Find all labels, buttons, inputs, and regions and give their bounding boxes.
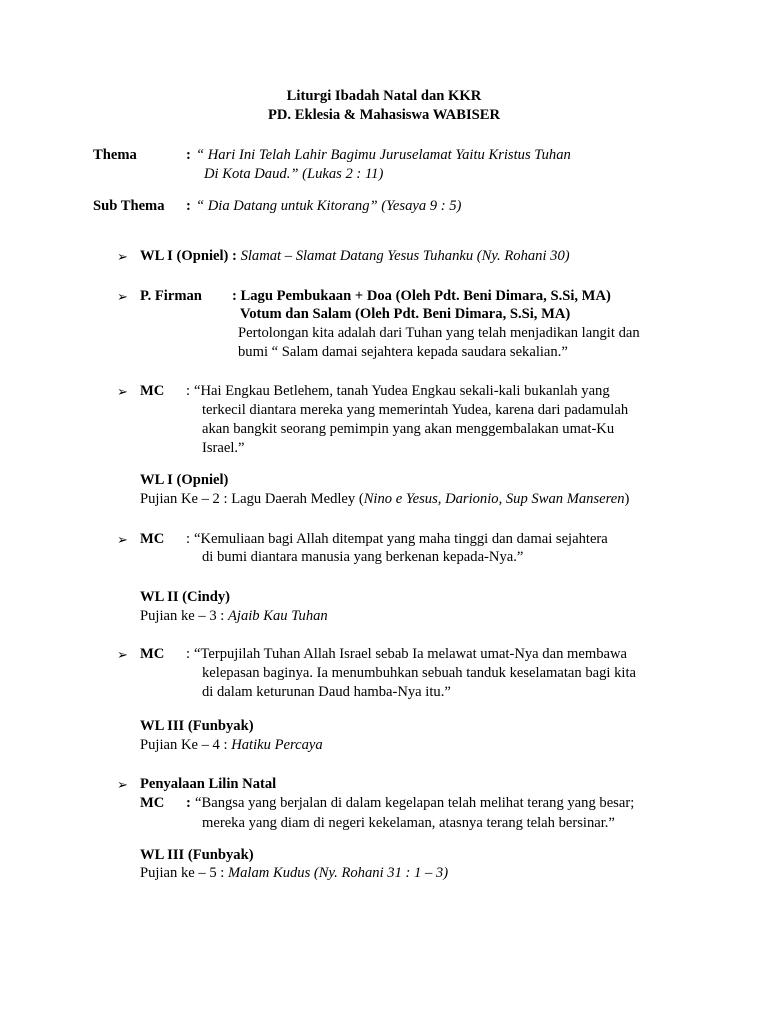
wl1-second-pujian-suffix: ) bbox=[624, 491, 630, 507]
theme-line-2: Di Kota Daud.” (Lukas 2 : 11) bbox=[204, 166, 384, 182]
wl1-second-pujian bbox=[140, 490, 629, 509]
wl2-label: WL II (Cindy) bbox=[140, 589, 231, 605]
wl1-second-label: WL I (Opniel) bbox=[140, 472, 229, 488]
lilin-line-1: “Bangsa yang berjalan di dalam kegelapan telah melihat terang yang besar; bbox=[195, 795, 635, 811]
theme-label: Thema bbox=[93, 147, 137, 163]
subtheme-colon: : bbox=[186, 198, 191, 214]
mc2-colon: : bbox=[186, 531, 191, 547]
mc1-line-3: akan bangkit seorang pemimpin yang akan menggembalakan umat-Ku bbox=[202, 421, 615, 437]
wl3-first-label: WL III (Funbyak) bbox=[140, 718, 254, 734]
firman-line-4: bumi “ Salam damai sejahtera kepada saudara sekalian.” bbox=[238, 344, 568, 360]
bullet-arrow-icon: ➢ bbox=[117, 778, 128, 793]
mc3-line-1: “Terpujilah Tuhan Allah Israel sebab Ia melawat umat-Nya dan membawa bbox=[194, 646, 628, 662]
wl1-first-item bbox=[140, 247, 570, 266]
document-title: Liturgi Ibadah Natal dan KKR bbox=[286, 88, 482, 104]
firman-line-1: : Lagu Pembukaan + Doa (Oleh Pdt. Beni Dimara, S.Si, MA) bbox=[232, 288, 611, 304]
wl3-second-pujian-song: Malam Kudus (Ny. Rohani 31 : 1 – 3) bbox=[227, 865, 449, 881]
mc1-colon: : bbox=[186, 383, 191, 399]
mc2-line-2: di bumi diantara manusia yang berkenan kepada-Nya.” bbox=[202, 549, 524, 565]
wl3-first-pujian-prefix: Pujian Ke – 4 : bbox=[140, 737, 232, 753]
wl3-first-pujian-song: Hatiku Percaya bbox=[231, 737, 323, 753]
wl1-second-pujian-songs: Nino e Yesus, Darionio, Sup Swan Manseren bbox=[363, 491, 625, 507]
mc3-label: MC bbox=[140, 646, 165, 662]
subtheme-label: Sub Thema bbox=[93, 198, 165, 214]
mc1-label: MC bbox=[140, 383, 165, 399]
bullet-arrow-icon: ➢ bbox=[117, 250, 128, 265]
lilin-line-2: mereka yang diam di negeri kekelaman, atasnya terang telah bersinar.” bbox=[202, 815, 615, 831]
wl2-pujian bbox=[140, 607, 328, 626]
bullet-arrow-icon: ➢ bbox=[117, 533, 128, 548]
lilin-colon: : bbox=[186, 795, 191, 811]
bullet-arrow-icon: ➢ bbox=[117, 648, 128, 663]
lilin-label: Penyalaan Lilin Natal bbox=[140, 776, 277, 792]
mc3-line-2: kelepasan baginya. Ia menumbuhkan sebuah tanduk keselamatan bagi kita bbox=[202, 665, 637, 681]
mc2-line-1: “Kemuliaan bagi Allah ditempat yang maha tinggi dan damai sejahtera bbox=[194, 531, 608, 547]
subtheme-text: “ Dia Datang untuk Kitorang” (Yesaya 9 : 5) bbox=[196, 198, 462, 214]
firman-line-3: Pertolongan kita adalah dari Tuhan yang telah menjadikan langit dan bbox=[238, 325, 640, 341]
wl1-first-text: Slamat – Slamat Datang Yesus Tuhanku (Ny. Rohani 30) bbox=[240, 248, 570, 264]
firman-label: P. Firman bbox=[140, 288, 202, 304]
mc1-line-4: Israel.” bbox=[202, 440, 245, 456]
mc3-colon: : bbox=[186, 646, 191, 662]
bullet-arrow-icon: ➢ bbox=[117, 290, 128, 305]
mc3-line-3: di dalam keturunan Daud hamba-Nya itu.” bbox=[202, 684, 451, 700]
lilin-mc-label: MC bbox=[140, 795, 165, 811]
wl2-pujian-song: Ajaib Kau Tuhan bbox=[227, 608, 328, 624]
wl3-second-label: WL III (Funbyak) bbox=[140, 847, 254, 863]
wl1-second-pujian-prefix: Pujian Ke – 2 : Lagu Daerah Medley ( bbox=[140, 491, 364, 507]
mc2-label: MC bbox=[140, 531, 165, 547]
wl1-first-label: WL I (Opniel) : bbox=[140, 248, 237, 264]
wl3-second-pujian-prefix: Pujian ke – 5 : bbox=[140, 865, 228, 881]
document-subtitle: PD. Eklesia & Mahasiswa WABISER bbox=[267, 107, 501, 123]
wl3-first-pujian bbox=[140, 736, 323, 755]
wl2-pujian-prefix: Pujian ke – 3 : bbox=[140, 608, 228, 624]
wl3-second-pujian bbox=[140, 864, 448, 883]
theme-line-1: “ Hari Ini Telah Lahir Bagimu Juruselamat Yaitu Kristus Tuhan bbox=[196, 147, 571, 163]
mc1-line-1: “Hai Engkau Betlehem, tanah Yudea Engkau sekali-kali bukanlah yang bbox=[194, 383, 610, 399]
firman-line-2: Votum dan Salam (Oleh Pdt. Beni Dimara, S.Si, MA) bbox=[240, 306, 571, 322]
mc1-line-2: terkecil diantara mereka yang memerintah Yudea, karena dari padamulah bbox=[202, 402, 629, 418]
bullet-arrow-icon: ➢ bbox=[117, 385, 128, 400]
theme-colon: : bbox=[186, 147, 191, 163]
